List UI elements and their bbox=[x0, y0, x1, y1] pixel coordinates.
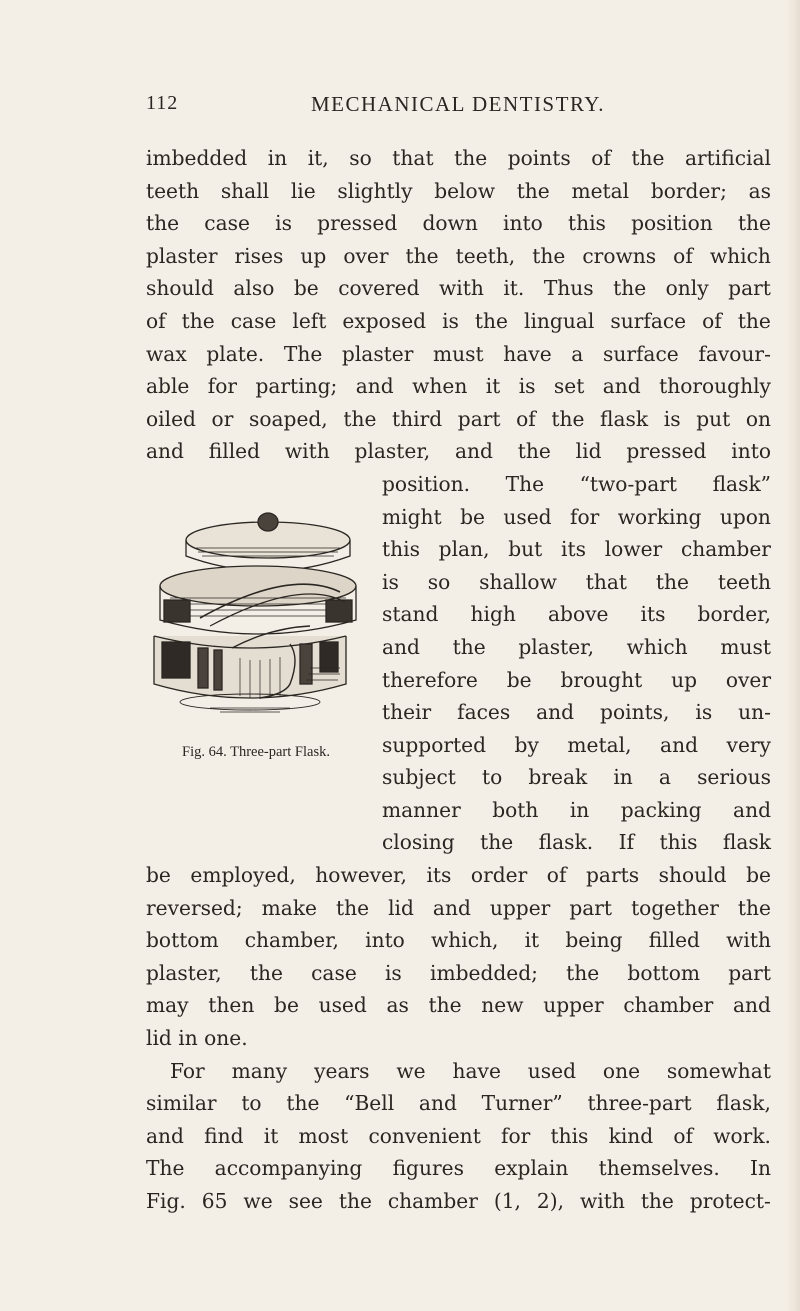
text-line: should also be covered with it. Thus the only part bbox=[146, 276, 771, 301]
text-line: be employed, however, its order of parts should be bbox=[146, 863, 771, 888]
text-line: may then be used as the new upper chamber and bbox=[146, 993, 771, 1018]
running-head: MECHANICAL DENTISTRY. bbox=[310, 92, 605, 116]
text-line: manner both in packing and bbox=[382, 797, 771, 822]
text-line: and find it most convenient for this kind of work. bbox=[146, 1123, 771, 1148]
text-line: therefore be brought up over bbox=[382, 667, 771, 692]
text-line: teeth shall lie slightly below the metal border; as bbox=[146, 178, 771, 203]
text-line: closing the flask. If this flask bbox=[382, 830, 771, 855]
text-line: plaster rises up over the teeth, the crowns of which bbox=[146, 243, 771, 268]
text-line: The accompanying figures explain themselves. In bbox=[146, 1156, 771, 1181]
text-line: plaster, the case is imbedded; the bottom part bbox=[146, 960, 771, 985]
text-line: this plan, but its lower chamber bbox=[382, 537, 771, 562]
text-line: imbedded in it, so that the points of the artificial bbox=[146, 146, 771, 170]
text-line: stand high above its border, bbox=[382, 602, 771, 627]
text-line: their faces and points, is un- bbox=[382, 700, 771, 725]
text-line: bottom chamber, into which, it being filled with bbox=[146, 928, 771, 953]
page-edge-shadow bbox=[786, 0, 800, 1311]
figure-caption: Fig. 64. Three-part Flask. bbox=[182, 744, 330, 760]
text-line: subject to break in a serious bbox=[382, 765, 771, 790]
text-line: position. The “two-part flask” bbox=[382, 471, 771, 496]
text-line: reversed; make the lid and upper part together the bbox=[146, 895, 771, 920]
text-line: lid in one. bbox=[146, 1026, 248, 1051]
page-number: 112 bbox=[146, 92, 179, 114]
text-line: able for parting; and when it is set and thoroughly bbox=[146, 374, 771, 399]
text-line: supported by metal, and very bbox=[382, 732, 771, 757]
page-header bbox=[146, 92, 770, 124]
text-line: of the case left exposed is the lingual surface of the bbox=[146, 308, 771, 333]
text-line: and the plaster, which must bbox=[382, 634, 771, 659]
text-line: and filled with plaster, and the lid pressed into bbox=[146, 439, 771, 464]
body-text bbox=[146, 142, 771, 1218]
text-line: Fig. 65 we see the chamber (1, 2), with the protect- bbox=[146, 1189, 771, 1213]
text-line: wax plate. The plaster must have a surface favour- bbox=[146, 341, 771, 366]
text-line: might be used for working upon bbox=[382, 504, 771, 529]
text-line: oiled or soaped, the third part of the flask is put on bbox=[146, 406, 771, 431]
text-line: For many years we have used one somewhat bbox=[170, 1058, 771, 1083]
text-line: the case is pressed down into this position the bbox=[146, 211, 771, 236]
text-line: similar to the “Bell and Turner” three-part flask, bbox=[146, 1091, 771, 1116]
text-line: is so shallow that the teeth bbox=[382, 569, 771, 594]
